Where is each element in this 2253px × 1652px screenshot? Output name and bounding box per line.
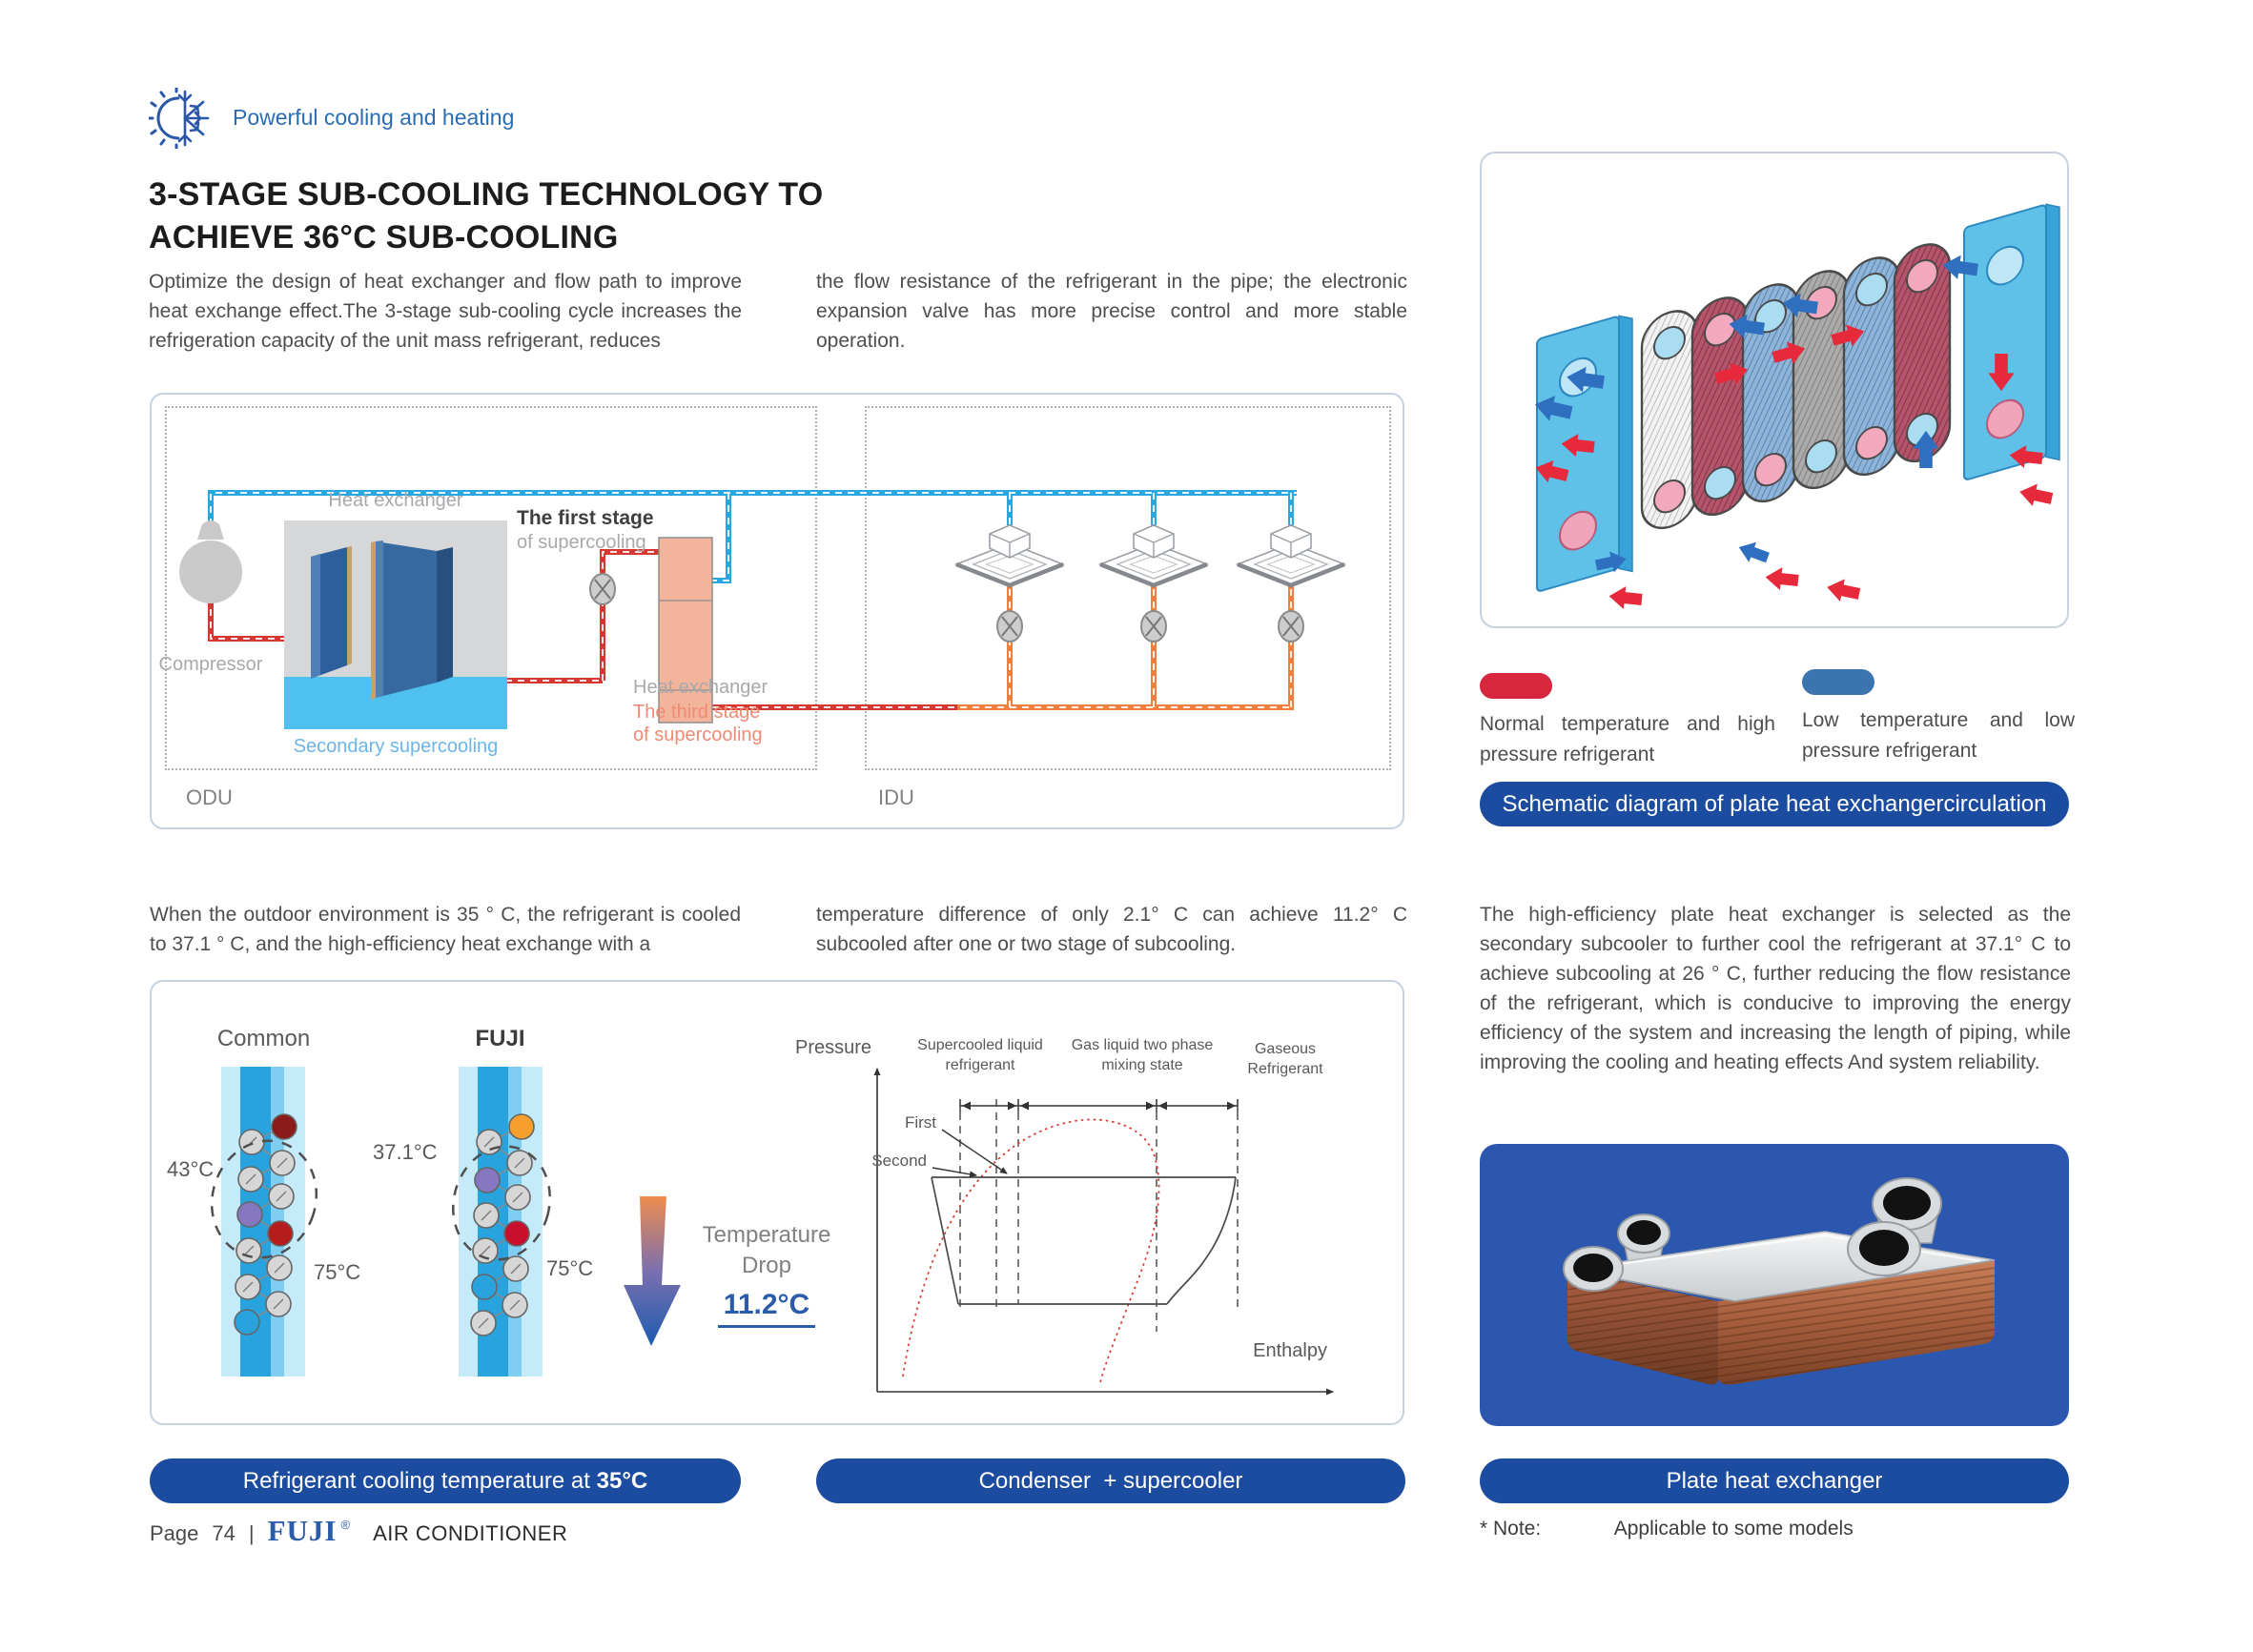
legend-blue-label: Low temperature and low pressure refrigerant: [1802, 709, 2075, 762]
note-prefix: * Note:: [1480, 1518, 1542, 1540]
valve-icon: [1141, 611, 1166, 642]
first-stage-label-line2: of supercooling: [517, 532, 646, 553]
heat-exchanger-photo: [284, 520, 507, 729]
secondary-supercooling-label: Secondary supercooling: [293, 736, 499, 757]
region3-label-line2: Refrigerant: [1247, 1061, 1323, 1077]
compressor-label: Compressor: [158, 654, 263, 675]
saturation-dome-curve: [903, 1119, 1159, 1382]
page-title-line1: 3-STAGE SUB-COOLING TECHNOLOGY TO: [149, 176, 824, 213]
second-stage-callout: Second: [871, 1152, 927, 1170]
enthalpy-axis-label: Enthalpy: [1253, 1340, 1327, 1361]
legend-red-label: Normal temperature and high pressure refrigerant: [1480, 713, 1775, 765]
refrigerant-banner: [150, 1458, 741, 1503]
compressor-icon: [179, 520, 242, 603]
valve-icon: [590, 574, 615, 604]
plate-hx-photo-panel: [1480, 1144, 2069, 1426]
note-row: [1480, 1518, 1854, 1540]
right-paragraph: The high-efficiency plate heat exchanger is selected as the secondary subcooler to further cool the refrigerant at 37.1° C to achieve subcooling at 26 ° C, further reducing the flow resistance of the refrigerant, which is conducive to improving the energy efficiency of the system and increasing the length of piping, while improving the cooling and heating effects And system reliability.: [1480, 904, 2071, 1073]
first-stage-callout: First: [904, 1113, 936, 1132]
ph-chart: [793, 1010, 1405, 1410]
ceiling-cassette-icon: [956, 525, 1063, 585]
ceiling-cassette-icon: [1238, 525, 1344, 585]
plate-hx-photo: [1480, 1144, 2069, 1426]
temperature-drop-label-line2: Drop: [741, 1253, 792, 1278]
footer-brand-logo: FUJI: [267, 1514, 338, 1547]
plate-hx-illustration-panel: [1480, 152, 2069, 628]
mid-paragraph-center: temperature difference of only 2.1° C can achieve 11.2° C subcooled after one or two stage of subcooling.: [816, 904, 1407, 955]
idu-label: IDU: [878, 785, 914, 809]
temperature-drop-arrow: [624, 1196, 681, 1346]
page-tagline: Powerful cooling and heating: [233, 105, 515, 130]
region2-label-line1: Gas liquid two phase: [1071, 1037, 1214, 1053]
common-label: Common: [216, 1026, 311, 1051]
cycle-diagram-panel: [150, 393, 1404, 829]
footer-divider: |: [248, 1521, 255, 1545]
page-title-line2: ACHIEVE 36°C SUB-COOLING: [149, 219, 619, 255]
footer-page-number: 74: [212, 1521, 236, 1545]
heat-exchanger-label: Heat exchanger: [328, 490, 463, 511]
temperature-drop-value: 11.2°C: [718, 1289, 815, 1328]
refrigerant-banner-prefix: Refrigerant cooling temperature at: [242, 1467, 597, 1494]
comparison-panel: [150, 980, 1404, 1425]
common-temp-top: 43°C: [167, 1157, 215, 1181]
common-temp-bottom: 75°C: [314, 1260, 361, 1284]
footer-product: AIR CONDITIONER: [373, 1521, 568, 1545]
third-stage-hx-label: Heat exchanger: [633, 677, 768, 698]
intro-paragraph-left: Optimize the design of heat exchanger and flow path to improve heat exchange effect.The 3-stage sub-cooling cycle increases the refrigeration capacity of the unit mass refrigerant, reduces: [149, 271, 742, 352]
schematic-banner: Schematic diagram of plate heat exchangercirculation: [1480, 782, 2069, 826]
region2-label-line2: mixing state: [1101, 1057, 1183, 1073]
mid-paragraph-left: When the outdoor environment is 35 ° C, the refrigerant is cooled to 37.1 ° C, and the high-efficiency heat exchange with a: [150, 904, 741, 955]
odu-label: ODU: [186, 785, 233, 809]
region1-label-line2: refrigerant: [945, 1057, 1015, 1073]
region1-label-line1: Supercooled liquid: [917, 1037, 1043, 1053]
region3-label-line1: Gaseous: [1254, 1041, 1317, 1057]
sun-snowflake-icon: [149, 88, 210, 149]
cycle-outline: [932, 1177, 1236, 1304]
fuji-tube: [440, 1067, 563, 1377]
note-text: Applicable to some models: [1613, 1518, 1854, 1540]
plate-hx-exploded-illustration: [1482, 153, 2067, 626]
fuji-temp-top: 37.1°C: [373, 1140, 438, 1164]
third-stage-label-line1: The third stage: [633, 702, 761, 723]
footer-page-label: Page: [150, 1521, 199, 1545]
ceiling-cassette-icon: [1100, 525, 1207, 585]
refrigerant-banner-value: 35°C: [596, 1467, 648, 1494]
cycle-piping-diagram: [152, 395, 1406, 831]
plate-hx-banner: Plate heat exchanger: [1480, 1458, 2069, 1503]
legend-blue-swatch: [1802, 669, 1874, 695]
fuji-temp-bottom: 75°C: [546, 1256, 594, 1280]
intro-paragraph-right: the flow resistance of the refrigerant in the pipe; the electronic expansion valve has more precise control and more stable operation.: [816, 271, 1407, 352]
pressure-axis-label: Pressure: [795, 1037, 872, 1058]
fuji-label: FUJI: [475, 1026, 525, 1051]
page-title: [149, 173, 931, 259]
registered-mark-icon: ®: [340, 1518, 351, 1532]
valve-icon: [1279, 611, 1303, 642]
temperature-drop-label-line1: Temperature: [702, 1222, 831, 1248]
page-footer: [150, 1514, 567, 1548]
valve-icon: [997, 611, 1022, 642]
condenser-banner: Condenser + supercooler: [816, 1458, 1405, 1503]
legend-red-swatch: [1480, 673, 1552, 699]
third-stage-label-line2: of supercooling: [633, 724, 763, 745]
first-stage-label-line1: The first stage: [517, 507, 654, 529]
common-tube: [196, 1067, 331, 1377]
